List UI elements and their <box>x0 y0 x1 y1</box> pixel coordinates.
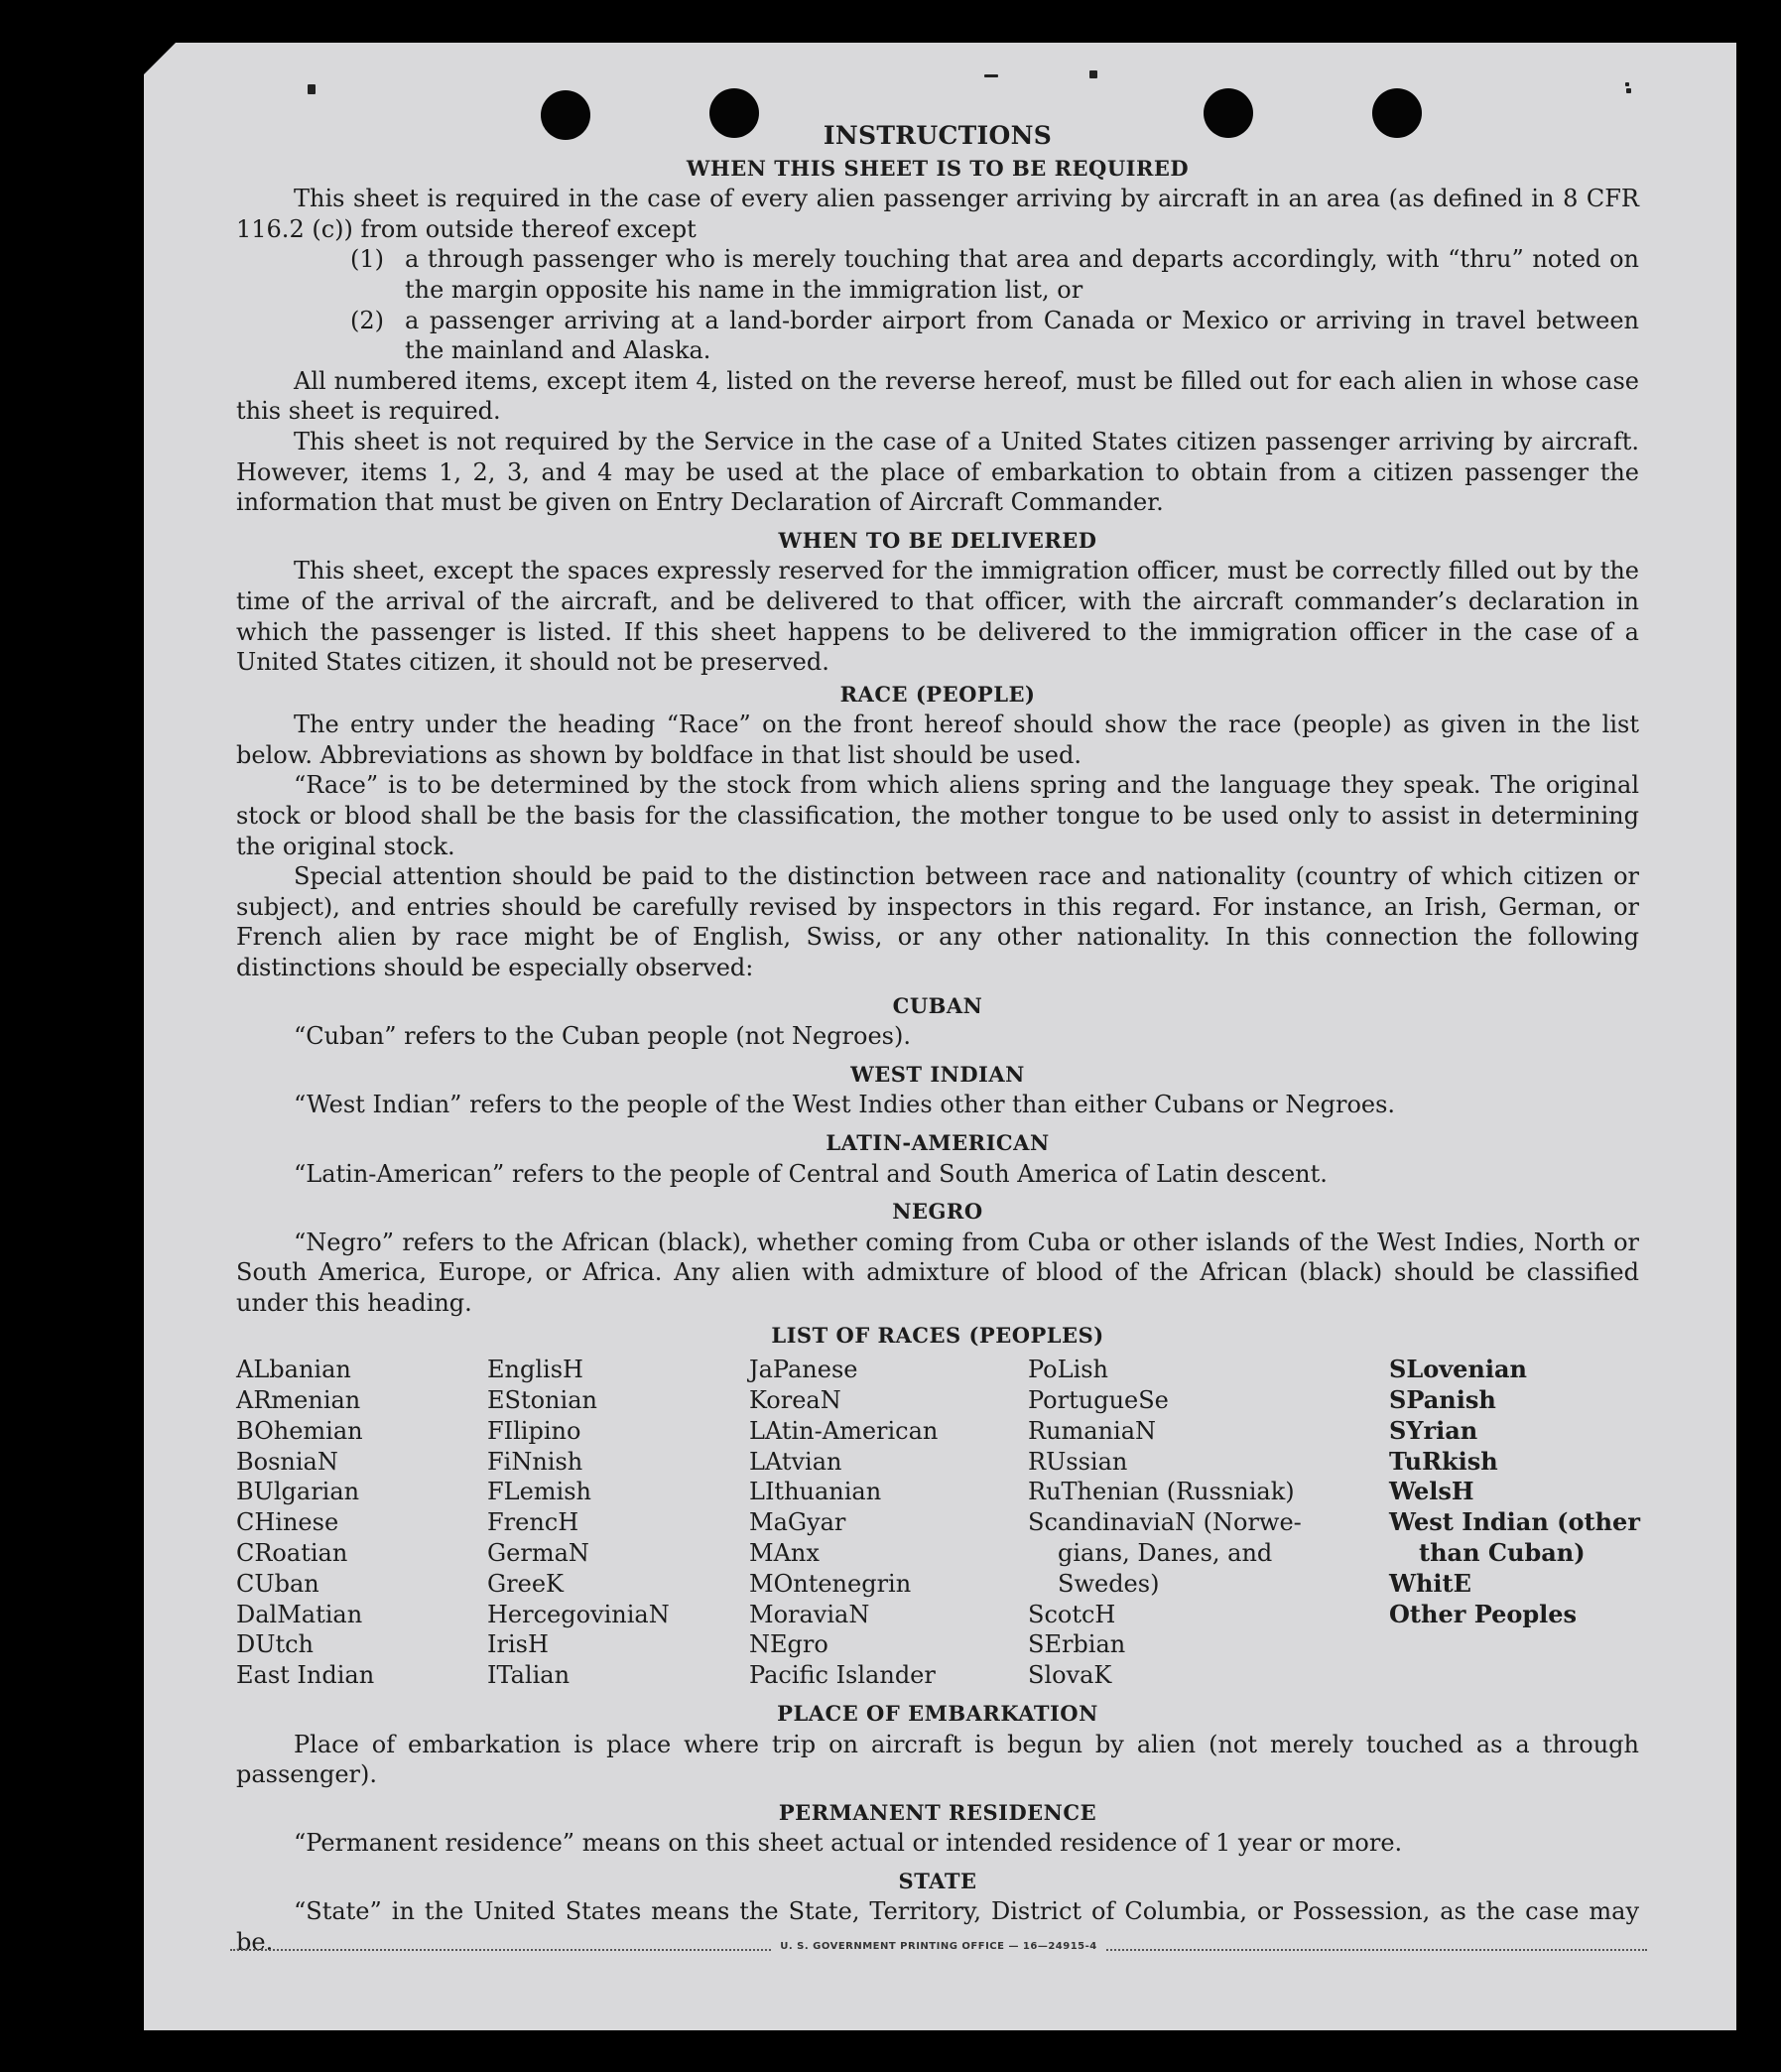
heading-place-of-embarkation: PLACE OF EMBARKATION <box>777 1700 1098 1726</box>
race-entry: LAtvian <box>749 1447 842 1476</box>
paragraph: This sheet is not required by the Service in the case of a United States citizen passenger arriving by aircraft. However, items 1, 2, 3, and 4 may be used at the place of embarkation to obtain from a citizen passenger the information that must be given on Entry Declaration of Aircraft Commander. <box>236 427 1639 517</box>
race-entry: BosniaN <box>236 1447 338 1476</box>
race-entry: SPanish <box>1389 1384 1496 1414</box>
paragraph: “West Indian” refers to the people of the West Indies other than either Cubans or Negroes. <box>294 1091 1396 1119</box>
paragraph: All numbered items, except item 4, listed on the reverse hereof, must be filled out for each alien in whose case this sheet is required. <box>236 366 1639 426</box>
heading-latin-american: LATIN-AMERICAN <box>826 1130 1050 1155</box>
item-number: (1) <box>350 245 384 274</box>
race-entry: EnglisH <box>487 1356 583 1384</box>
printing-office-footer <box>230 1941 1647 1952</box>
race-entry: NEgro <box>749 1630 828 1659</box>
heading-when-required: WHEN THIS SHEET IS TO BE REQUIRED <box>686 155 1190 181</box>
item-text: a through passenger who is merely touching that area and departs accordingly, with “thru” noted on the margin opposite his name in the immigration list, or <box>405 245 1639 304</box>
race-entry: HercegoviniaN <box>487 1600 670 1628</box>
race-entry: GermaN <box>487 1538 589 1567</box>
race-entry: RumaniaN <box>1028 1416 1157 1445</box>
race-entry: West Indian (other <box>1389 1507 1640 1537</box>
race-entry: TuRkish <box>1389 1446 1498 1476</box>
race-entry: DalMatian <box>236 1600 363 1628</box>
speck <box>308 84 316 94</box>
race-entry: FiNnish <box>487 1447 583 1476</box>
heading-race: RACE (PEOPLE) <box>839 681 1036 707</box>
race-entry: PortugueSe <box>1028 1385 1169 1414</box>
heading-when-delivered: WHEN TO BE DELIVERED <box>778 527 1097 553</box>
races-column <box>236 1355 487 1691</box>
race-entry: FrencH <box>487 1508 579 1537</box>
race-entry: JaPanese <box>749 1356 858 1384</box>
race-entry: EStonian <box>487 1385 597 1414</box>
race-entry: than Cuban) <box>1419 1537 1586 1567</box>
list-item <box>350 244 1639 305</box>
race-entry: RuThenian (Russniak) <box>1028 1478 1295 1506</box>
paragraph: “Negro” refers to the African (black), whether coming from Cuba or other islands of the West Indies, North or South America, Europe, or Africa. Any alien with admixture of blood of the African (black) should be classified under this heading. <box>236 1228 1639 1317</box>
race-entry: Other Peoples <box>1389 1599 1578 1628</box>
race-entry: LAtin-American <box>749 1416 939 1445</box>
instructions-text <box>236 119 1639 1958</box>
race-entry: gians, Danes, and <box>1058 1538 1273 1567</box>
race-entry: ALbanian <box>236 1356 351 1384</box>
heading-permanent-residence: PERMANENT RESIDENCE <box>778 1799 1097 1825</box>
race-entry: ScandinaviaN (Norwe- <box>1028 1508 1302 1537</box>
race-entry: MaGyar <box>749 1508 846 1537</box>
race-entry: FLemish <box>487 1478 591 1506</box>
race-entry: KoreaN <box>749 1385 841 1414</box>
paragraph: This sheet, except the spaces expressly reserved for the immigration officer, must be correctly filled out by the time of the arrival of the aircraft, and be delivered to that officer, with the aircraft commander’s declaration in which the passenger is listed. If this sheet happens to be delivered to the immigration officer in the case of a United States citizen, it should not be preserved. <box>236 557 1639 677</box>
race-entry: Pacific Islander <box>749 1661 936 1690</box>
list-item <box>350 306 1639 366</box>
race-entry: SLovenian <box>1389 1355 1527 1384</box>
page-title: INSTRUCTIONS <box>823 121 1053 150</box>
race-entry: CHinese <box>236 1508 339 1537</box>
race-entry: WelsH <box>1389 1477 1474 1506</box>
race-entry: RUssian <box>1028 1447 1128 1476</box>
race-entry: WhitE <box>1389 1568 1471 1598</box>
heading-list-of-races: LIST OF RACES (PEOPLES) <box>771 1322 1104 1348</box>
race-entry: MAnx <box>749 1538 820 1567</box>
race-entry: BOhemian <box>236 1416 363 1445</box>
race-entry: LIthuanian <box>749 1478 882 1506</box>
race-entry: MoraviaN <box>749 1600 870 1628</box>
race-entry: SYrian <box>1389 1415 1478 1445</box>
paragraph: The entry under the heading “Race” on the front hereof should show the race (people) as given in the list below. Abbreviations as shown by boldface in that list should be used. <box>236 711 1639 769</box>
races-column <box>1028 1355 1389 1691</box>
speck <box>1626 88 1631 93</box>
speck <box>984 74 998 77</box>
race-entry: FIlipino <box>487 1416 581 1445</box>
race-entry: BUlgarian <box>236 1478 360 1506</box>
race-entry: IrisH <box>487 1630 549 1659</box>
paragraph: Place of embarkation is place where trip on aircraft is begun by alien (not merely touched as a through passenger). <box>236 1730 1639 1789</box>
race-entry: SlovaK <box>1028 1661 1112 1690</box>
race-entry: GreeK <box>487 1569 564 1598</box>
race-entry: SErbian <box>1028 1630 1126 1659</box>
paragraph: Special attention should be paid to the distinction between race and nationality (country of which citizen or subject), and entries should be carefully revised by inspectors in this regard. For instance, an Irish, German, or French alien by race might be of English, Swiss, or any other nationality. In this connection the following distinctions should be especially observed: <box>236 862 1639 982</box>
paragraph: “Race” is to be determined by the stock from which aliens spring and the language they speak. The original stock or blood shall be the basis for the classification, the mother tongue to be used only to assist in determining the original stock. <box>236 771 1639 860</box>
race-entry: CRoatian <box>236 1538 348 1567</box>
heading-west-indian: WEST INDIAN <box>850 1061 1025 1087</box>
races-table <box>236 1355 1639 1691</box>
paragraph: This sheet is required in the case of every alien passenger arriving by aircraft in an area (as defined in 8 CFR 116.2 (c)) from outside thereof except <box>236 185 1639 243</box>
race-entry: DUtch <box>236 1630 315 1659</box>
races-column <box>1389 1355 1639 1691</box>
race-entry: ARmenian <box>236 1385 361 1414</box>
race-entry: ITalian <box>487 1661 571 1690</box>
heading-negro: NEGRO <box>892 1199 983 1225</box>
paragraph: “Latin-American” refers to the people of Central and South America of Latin descent. <box>294 1159 1328 1188</box>
paragraph: “State” in the United States means the State, Territory, District of Columbia, or Possession, as the case may be. <box>236 1897 1639 1957</box>
race-entry: Swedes) <box>1058 1569 1160 1598</box>
item-number: (2) <box>350 306 384 334</box>
race-entry: CUban <box>236 1569 319 1598</box>
races-column <box>749 1355 1028 1691</box>
heading-cuban: CUBAN <box>892 992 983 1018</box>
heading-state: STATE <box>898 1868 977 1893</box>
race-entry: ScotcH <box>1028 1600 1116 1628</box>
race-entry: PoLish <box>1028 1356 1109 1384</box>
race-entry: MOntenegrin <box>749 1569 912 1598</box>
speck <box>1625 82 1629 86</box>
paragraph: “Permanent residence” means on this sheet actual or intended residence of 1 year or more. <box>294 1829 1403 1858</box>
race-entry: East Indian <box>236 1661 375 1690</box>
speck <box>1089 70 1097 78</box>
item-text: a passenger arriving at a land-border airport from Canada or Mexico or arriving in travel between the mainland and Alaska. <box>405 306 1639 365</box>
races-column <box>487 1355 749 1691</box>
footer-text: U. S. GOVERNMENT PRINTING OFFICE — 16—24915-4 <box>772 1941 1104 1952</box>
paragraph: “Cuban” refers to the Cuban people (not Negroes). <box>294 1022 911 1051</box>
